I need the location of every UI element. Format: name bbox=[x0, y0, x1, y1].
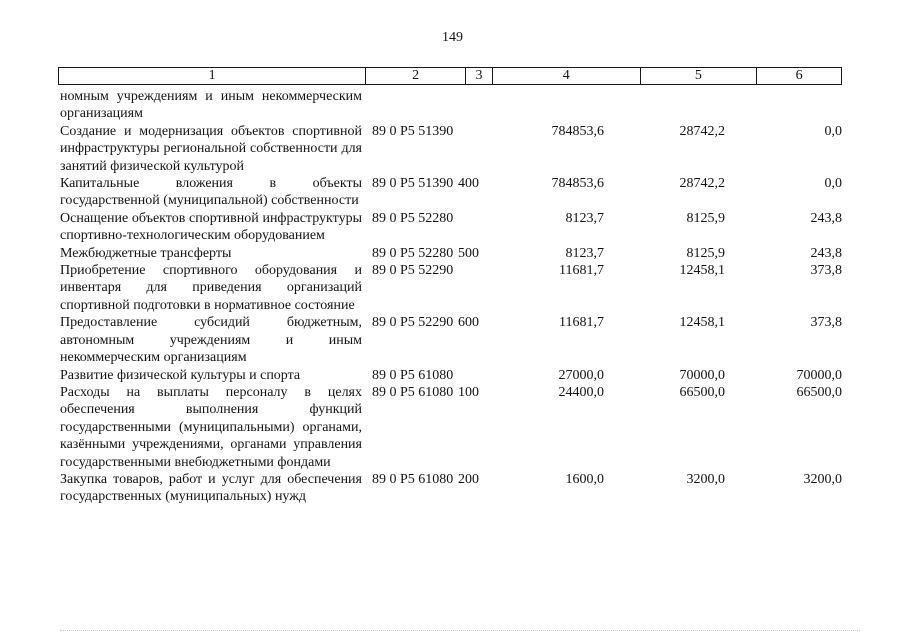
row-name: Расходы на выплаты персоналу в целях обеспечения выполнения функций государственными (муниципальными) органами, казёнными учреждениями, органами управления государственными внебюджетными фондами bbox=[60, 384, 362, 470]
row-value-2019: 784853,6 bbox=[551, 123, 604, 139]
table-row bbox=[60, 314, 842, 366]
row-code: 89 0 P5 52280 bbox=[372, 245, 454, 261]
row-value-2019: 11681,7 bbox=[559, 315, 604, 331]
row-value-2021: 0,0 bbox=[824, 123, 842, 139]
column-header-3: 3 bbox=[466, 68, 493, 84]
row-code: 89 0 P5 61080 bbox=[372, 384, 454, 400]
row-value-2021: 373,8 bbox=[810, 315, 842, 331]
row-name: номным учреждениям и иным некоммерческим организациям bbox=[60, 89, 362, 122]
row-value-2021: 3200,0 bbox=[803, 471, 842, 487]
scan-edge-divider bbox=[60, 630, 860, 632]
table-row bbox=[60, 175, 842, 210]
row-type: 400 bbox=[458, 176, 479, 192]
row-code: 89 0 P5 52290 bbox=[372, 315, 454, 331]
row-value-2020: 28742,2 bbox=[679, 176, 725, 192]
row-value-2020: 70000,0 bbox=[679, 367, 725, 383]
page-number: 149 bbox=[442, 30, 463, 45]
table-row bbox=[60, 88, 842, 123]
column-header-1: 1 bbox=[59, 68, 366, 84]
row-value-2020: 8125,9 bbox=[686, 210, 725, 226]
table-row bbox=[60, 471, 842, 506]
table-row bbox=[60, 262, 842, 314]
table-header bbox=[58, 67, 842, 85]
table-body bbox=[60, 88, 842, 506]
row-value-2019: 8123,7 bbox=[565, 245, 604, 261]
row-name: Закупка товаров, работ и услуг для обеспечения государственных (муниципальных) нужд bbox=[60, 471, 362, 505]
column-header-6: 6 bbox=[795, 68, 803, 83]
row-value-2020: 3200,0 bbox=[686, 471, 725, 487]
row-name: Капитальные вложения в объекты государственной (муниципальной) собственности bbox=[60, 176, 362, 209]
row-value-2020: 28742,2 bbox=[679, 123, 725, 139]
row-name: Предоставление субсидий бюджетным, автономным учреждениям и иным некоммерческим организациям bbox=[60, 315, 362, 366]
row-value-2019: 24400,0 bbox=[558, 384, 604, 400]
row-value-2020: 8125,9 bbox=[686, 245, 725, 261]
row-value-2021: 66500,0 bbox=[796, 384, 842, 400]
row-value-2021: 70000,0 bbox=[796, 367, 842, 383]
row-value-2021: 0,0 bbox=[824, 176, 842, 192]
row-value-2019: 784853,6 bbox=[551, 176, 604, 192]
row-name: Приобретение спортивного оборудования и инвентаря для приведения организаций спортивной подготовки в нормативное состояние bbox=[60, 263, 362, 313]
row-code: 89 0 P5 51390 bbox=[372, 123, 454, 139]
table-row bbox=[60, 245, 842, 262]
row-code: 89 0 P5 61080 bbox=[372, 367, 454, 383]
row-value-2021: 243,8 bbox=[810, 210, 842, 226]
row-value-2020: 12458,1 bbox=[679, 315, 725, 331]
row-value-2019: 11681,7 bbox=[559, 263, 604, 279]
column-header-4: 4 bbox=[493, 68, 641, 84]
table-row bbox=[60, 210, 842, 245]
row-value-2019: 8123,7 bbox=[565, 210, 604, 226]
row-name: Создание и модернизация объектов спортивной инфраструктуры региональной собственности для занятий физической культурой bbox=[60, 123, 362, 174]
row-value-2019: 1600,0 bbox=[565, 471, 604, 487]
row-value-2020: 12458,1 bbox=[679, 263, 725, 279]
row-name: Оснащение объектов спортивной инфраструктуры спортивно-технологическим оборудованием bbox=[60, 210, 362, 244]
row-type: 600 bbox=[458, 315, 479, 331]
row-type: 200 bbox=[458, 471, 479, 487]
table-row bbox=[60, 123, 842, 175]
row-code: 89 0 P5 52280 bbox=[372, 210, 454, 226]
row-value-2019: 27000,0 bbox=[558, 367, 604, 383]
row-code: 89 0 P5 61080 bbox=[372, 471, 454, 487]
row-value-2021: 243,8 bbox=[810, 245, 842, 261]
column-header-5: 5 bbox=[641, 68, 758, 84]
row-name: Развитие физической культуры и спорта bbox=[60, 367, 301, 383]
row-code: 89 0 P5 51390 bbox=[372, 176, 454, 192]
column-header-2: 2 bbox=[366, 68, 466, 84]
row-type: 500 bbox=[458, 245, 479, 261]
row-name: Межбюджетные трансферты bbox=[60, 245, 232, 261]
row-type: 100 bbox=[458, 384, 479, 400]
row-value-2020: 66500,0 bbox=[679, 384, 725, 400]
row-value-2021: 373,8 bbox=[810, 263, 842, 279]
table-row bbox=[60, 384, 842, 471]
table-row bbox=[60, 367, 842, 384]
row-code: 89 0 P5 52290 bbox=[372, 263, 454, 279]
